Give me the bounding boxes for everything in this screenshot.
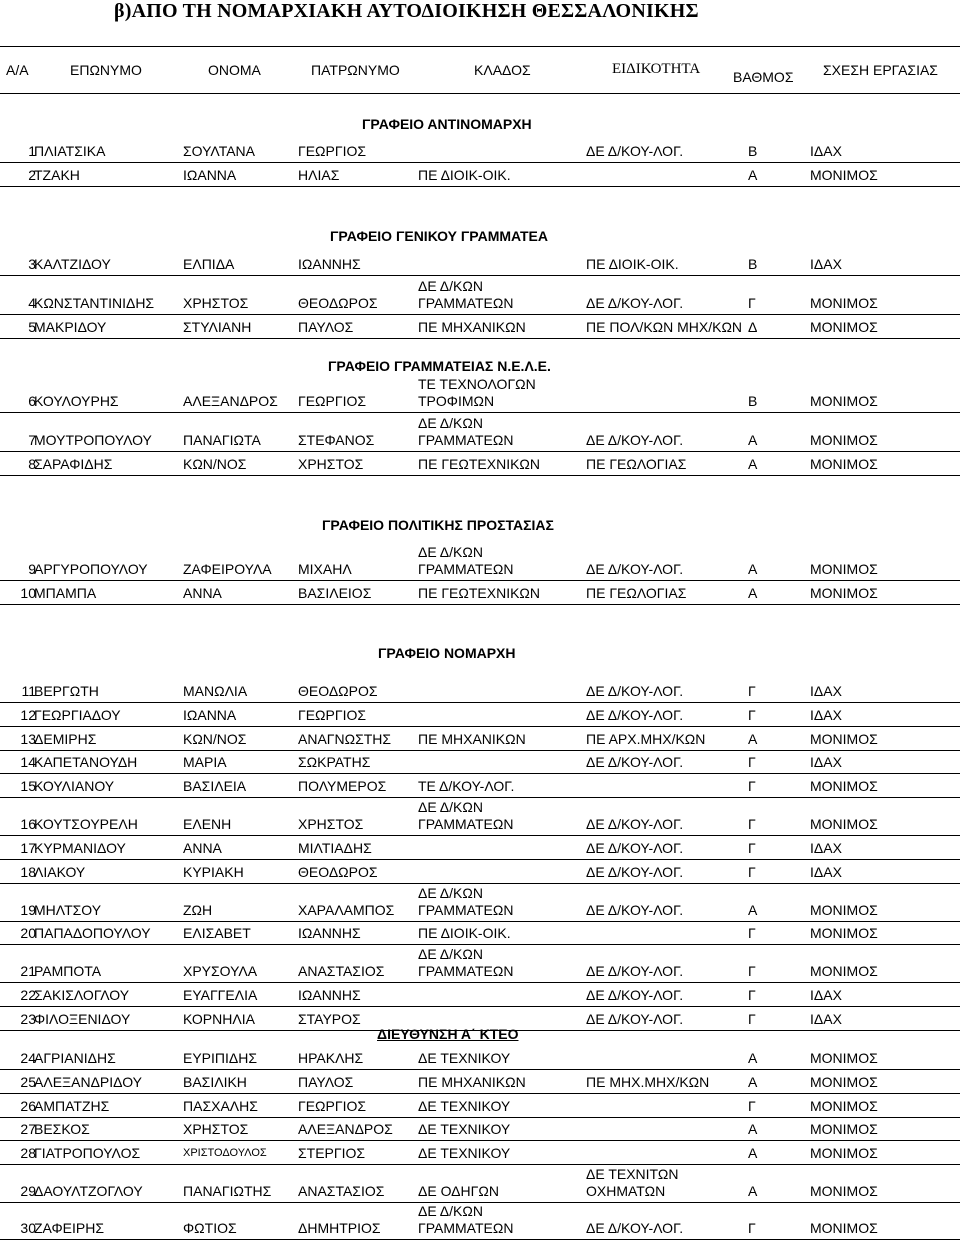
- sxesi-cell: ΜΟΝΙΜΟΣ: [810, 778, 878, 794]
- klados-cell-line2: ΤΡΟΦΙΜΩΝ: [418, 393, 495, 409]
- row-number: 21: [20, 963, 36, 979]
- eidikotita-cell: ΔΕ Δ/ΚΟΥ-ΛΟΓ.: [586, 963, 684, 979]
- surname-cell: ΑΓΡΙΑΝΙΔΗΣ: [34, 1050, 116, 1066]
- klados-cell-line1: ΔΕ Δ/ΚΩΝ: [418, 885, 483, 901]
- klados-cell-line1: ΔΕ Δ/ΚΩΝ: [418, 799, 483, 815]
- row-divider: [0, 186, 960, 187]
- vathmos-cell: Β: [748, 143, 758, 159]
- eidikotita-cell-line2: ΟΧΗΜΑΤΩΝ: [586, 1183, 666, 1199]
- father-name-cell: ΗΡΑΚΛΗΣ: [298, 1050, 364, 1066]
- father-name-cell: ΓΕΩΡΓΙΟΣ: [298, 707, 366, 723]
- surname-cell: ΜΠΑΜΠΑ: [34, 585, 97, 601]
- klados-cell: ΠΕ ΔΙΟΙΚ-ΟΙΚ.: [418, 167, 511, 183]
- klados-cell-line1: ΔΕ Δ/ΚΩΝ: [418, 1203, 483, 1219]
- father-name-cell: ΙΩΑΝΝΗΣ: [298, 256, 361, 272]
- first-name-cell: ΧΡΗΣΤΟΣ: [183, 1121, 249, 1137]
- father-name-cell: ΜΙΛΤΙΑΔΗΣ: [298, 840, 372, 856]
- table-row: [0, 727, 960, 751]
- sxesi-cell: ΜΟΝΙΜΟΣ: [810, 1050, 878, 1066]
- vathmos-cell: Α: [748, 1183, 758, 1199]
- row-number: 22: [20, 987, 36, 1003]
- sxesi-cell: ΙΔΑΧ: [810, 840, 842, 856]
- eidikotita-cell: ΔΕ Δ/ΚΟΥ-ΛΟΓ.: [586, 432, 684, 448]
- surname-cell: ΛΙΑΚΟΥ: [34, 864, 86, 880]
- sxesi-cell: ΙΔΑΧ: [810, 754, 842, 770]
- sxesi-cell: ΙΔΑΧ: [810, 683, 842, 699]
- table-row: [0, 1203, 960, 1240]
- surname-cell: ΖΑΦΕΙΡΗΣ: [34, 1220, 104, 1236]
- first-name-cell: ΚΟΡΝΗΛΙΑ: [183, 1011, 255, 1027]
- row-number: 11: [21, 683, 36, 699]
- first-name-cell: ΣΤΥΛΙΑΝΗ: [183, 319, 252, 335]
- klados-cell: ΠΕ ΜΗΧΑΝΙΚΩΝ: [418, 731, 526, 747]
- surname-cell: ΣΑΡΑΦΙΔΗΣ: [34, 456, 113, 472]
- father-name-cell: ΜΙΧΑΗΛ: [298, 561, 352, 577]
- father-name-cell: ΣΤΑΥΡΟΣ: [298, 1011, 361, 1027]
- header-sxesi: ΣΧΕΣΗ ΕΡΓΑΣΙΑΣ: [823, 62, 938, 78]
- row-number: 3: [28, 256, 36, 272]
- sxesi-cell: ΙΔΑΧ: [810, 143, 842, 159]
- first-name-cell: ΕΥΡΙΠΙΔΗΣ: [183, 1050, 258, 1066]
- row-number: 5: [28, 319, 36, 335]
- surname-cell: ΚΟΥΛΙΑΝΟΥ: [34, 778, 115, 794]
- row-number: 17: [20, 840, 36, 856]
- vathmos-cell: Δ: [748, 319, 758, 335]
- vathmos-cell: Α: [748, 585, 758, 601]
- sxesi-cell: ΙΔΑΧ: [810, 987, 842, 1003]
- first-name-cell: ΜΑΝΩΛΙΑ: [183, 683, 248, 699]
- first-name-cell: ΦΩΤΙΟΣ: [183, 1220, 237, 1236]
- table-row: [0, 751, 960, 774]
- table-row: [0, 452, 960, 476]
- sxesi-cell: ΙΔΑΧ: [810, 1011, 842, 1027]
- vathmos-cell: Γ: [748, 925, 756, 941]
- eidikotita-cell: ΠΕ ΜΗΧ.ΜΗΧ/ΚΩΝ: [586, 1074, 710, 1090]
- table-row: [0, 581, 960, 605]
- father-name-cell: ΘΕΟΔΩΡΟΣ: [298, 864, 378, 880]
- first-name-cell: ΑΝΝΑ: [183, 585, 222, 601]
- vathmos-cell: Γ: [748, 707, 756, 723]
- first-name-cell: ΠΑΝΑΓΙΩΤΑ: [183, 432, 261, 448]
- vathmos-cell: Γ: [748, 963, 756, 979]
- table-row: [0, 1007, 960, 1031]
- surname-cell: ΜΗΛΤΣΟΥ: [34, 902, 102, 918]
- father-name-cell: ΧΡΗΣΤΟΣ: [298, 456, 364, 472]
- row-number: 25: [20, 1074, 36, 1090]
- sxesi-cell: ΙΔΑΧ: [810, 707, 842, 723]
- sxesi-cell: ΜΟΝΙΜΟΣ: [810, 561, 878, 577]
- table-row: [0, 1165, 960, 1203]
- father-name-cell: ΑΝΑΣΤΑΣΙΟΣ: [298, 963, 385, 979]
- klados-cell: ΠΕ ΓΕΩΤΕΧΝΙΚΩΝ: [418, 585, 540, 601]
- row-number: 18: [20, 864, 36, 880]
- klados-cell-line1: ΔΕ Δ/ΚΩΝ: [418, 946, 483, 962]
- klados-cell-line2: ΓΡΑΜΜΑΤΕΩΝ: [418, 561, 514, 577]
- klados-cell-line1: ΔΕ Δ/ΚΩΝ: [418, 415, 483, 431]
- table-row: [0, 1118, 960, 1141]
- table-row: [0, 703, 960, 727]
- row-number: 24: [20, 1050, 36, 1066]
- eidikotita-cell: ΔΕ Δ/ΚΟΥ-ΛΟΓ.: [586, 1220, 684, 1236]
- klados-cell: ΔΕ ΤΕΧΝΙΚΟΥ: [418, 1121, 511, 1137]
- row-divider: [0, 338, 960, 339]
- row-number: 27: [20, 1121, 36, 1137]
- sxesi-cell: ΜΟΝΙΜΟΣ: [810, 319, 878, 335]
- row-number: 9: [28, 561, 36, 577]
- surname-cell: ΠΛΙΑΤΣΙΚΑ: [34, 143, 106, 159]
- eidikotita-cell: ΔΕ Δ/ΚΟΥ-ΛΟΓ.: [586, 840, 684, 856]
- surname-cell: ΤΖΑΚΗ: [34, 167, 80, 183]
- sxesi-cell: ΜΟΝΙΜΟΣ: [810, 1145, 878, 1161]
- row-number: 16: [20, 816, 36, 832]
- header-surname: ΕΠΩΝΥΜΟ: [70, 62, 142, 78]
- eidikotita-cell-line1: ΔΕ ΤΕΧΝΙΤΩΝ: [586, 1166, 679, 1182]
- vathmos-cell: Α: [748, 561, 758, 577]
- eidikotita-cell: ΠΕ ΓΕΩΛΟΓΙΑΣ: [586, 585, 687, 601]
- first-name-cell: ΚΥΡΙΑΚΗ: [183, 864, 244, 880]
- father-name-cell: ΓΕΩΡΓΙΟΣ: [298, 143, 366, 159]
- table-row: [0, 1046, 960, 1070]
- table-row: [0, 836, 960, 860]
- vathmos-cell: Α: [748, 1121, 758, 1137]
- eidikotita-cell: ΔΕ Δ/ΚΟΥ-ΛΟΓ.: [586, 754, 684, 770]
- vathmos-cell: Γ: [748, 1011, 756, 1027]
- row-number: 8: [28, 456, 36, 472]
- sxesi-cell: ΜΟΝΙΜΟΣ: [810, 393, 878, 409]
- surname-cell: ΚΩΝΣΤΑΝΤΙΝΙΔΗΣ: [34, 295, 155, 311]
- eidikotita-cell: ΔΕ Δ/ΚΟΥ-ΛΟΓ.: [586, 864, 684, 880]
- sxesi-cell: ΜΟΝΙΜΟΣ: [810, 816, 878, 832]
- father-name-cell: ΙΩΑΝΝΗΣ: [298, 925, 361, 941]
- header-aa: Α/Α: [6, 62, 29, 78]
- surname-cell: ΔΕΜΙΡΗΣ: [34, 731, 97, 747]
- section-title: ΓΡΑΦΕΙΟ ΑΝΤΙΝΟΜΑΡΧΗ: [362, 116, 532, 132]
- table-row: [0, 373, 960, 413]
- first-name-cell: ΒΑΣΙΛΙΚΗ: [183, 1074, 247, 1090]
- sxesi-cell: ΜΟΝΙΜΟΣ: [810, 731, 878, 747]
- table-row: [0, 922, 960, 945]
- father-name-cell: ΒΑΣΙΛΕΙΟΣ: [298, 585, 372, 601]
- sxesi-cell: ΜΟΝΙΜΟΣ: [810, 432, 878, 448]
- eidikotita-cell: ΠΕ ΓΕΩΛΟΓΙΑΣ: [586, 456, 687, 472]
- sxesi-cell: ΜΟΝΙΜΟΣ: [810, 1074, 878, 1090]
- klados-cell-line2: ΓΡΑΜΜΑΤΕΩΝ: [418, 432, 514, 448]
- header-vathmos: ΒΑΘΜΟΣ: [733, 69, 794, 85]
- eidikotita-cell: ΔΕ Δ/ΚΟΥ-ΛΟΓ.: [586, 561, 684, 577]
- klados-cell-line1: ΤΕ ΤΕΧΝΟΛΟΓΩΝ: [418, 376, 536, 392]
- first-name-cell: ΕΛΙΣΑΒΕΤ: [183, 925, 251, 941]
- surname-cell: ΒΕΡΓΩΤΗ: [34, 683, 99, 699]
- klados-cell-line2: ΓΡΑΜΜΑΤΕΩΝ: [418, 1220, 514, 1236]
- row-number: 19: [20, 902, 36, 918]
- header-name: ΟΝΟΜΑ: [208, 62, 261, 78]
- first-name-cell: ΧΡΥΣΟΥΛΑ: [183, 963, 258, 979]
- father-name-cell: ΔΗΜΗΤΡΙΟΣ: [298, 1220, 381, 1236]
- vathmos-cell: Α: [748, 1074, 758, 1090]
- klados-cell: ΠΕ ΓΕΩΤΕΧΝΙΚΩΝ: [418, 456, 540, 472]
- surname-cell: ΣΑΚΙΣΛΟΓΛΟΥ: [34, 987, 130, 1003]
- vathmos-cell: Γ: [748, 864, 756, 880]
- father-name-cell: ΣΤΕΦΑΝΟΣ: [298, 432, 375, 448]
- klados-cell-line2: ΓΡΑΜΜΑΤΕΩΝ: [418, 295, 514, 311]
- sxesi-cell: ΜΟΝΙΜΟΣ: [810, 925, 878, 941]
- surname-cell: ΓΙΑΤΡΟΠΟΥΛΟΣ: [34, 1145, 141, 1161]
- sxesi-cell: ΜΟΝΙΜΟΣ: [810, 295, 878, 311]
- father-name-cell: ΑΝΑΣΤΑΣΙΟΣ: [298, 1183, 385, 1199]
- row-number: 1: [28, 143, 36, 159]
- surname-cell: ΔΑΟΥΛΤΖΟΓΛΟΥ: [34, 1183, 143, 1199]
- row-number: 4: [28, 295, 36, 311]
- first-name-cell: ΑΛΕΞΑΝΔΡΟΣ: [183, 393, 278, 409]
- sxesi-cell: ΜΟΝΙΜΟΣ: [810, 1220, 878, 1236]
- first-name-cell: ΠΑΝΑΓΙΩΤΗΣ: [183, 1183, 272, 1199]
- row-number: 29: [20, 1183, 36, 1199]
- header-klados: ΚΛΑΔΟΣ: [474, 62, 531, 78]
- row-number: 6: [28, 393, 36, 409]
- first-name-cell: ΚΩΝ/ΝΟΣ: [183, 456, 247, 472]
- father-name-cell: ΧΑΡΑΛΑΜΠΟΣ: [298, 902, 395, 918]
- vathmos-cell: Γ: [748, 1220, 756, 1236]
- eidikotita-cell: ΔΕ Δ/ΚΟΥ-ΛΟΓ.: [586, 683, 684, 699]
- table-row: [0, 1094, 960, 1118]
- surname-cell: ΚΑΛΤΖΙΔΟΥ: [34, 256, 111, 272]
- vathmos-cell: Β: [748, 256, 758, 272]
- section-title: ΓΡΑΦΕΙΟ ΝΟΜΑΡΧΗ: [378, 645, 516, 661]
- table-row: [0, 1141, 960, 1165]
- row-number: 13: [20, 731, 36, 747]
- eidikotita-cell: ΠΕ ΑΡΧ.ΜΗΧ/ΚΩΝ: [586, 731, 706, 747]
- sxesi-cell: ΜΟΝΙΜΟΣ: [810, 456, 878, 472]
- father-name-cell: ΙΩΑΝΝΗΣ: [298, 987, 361, 1003]
- row-number: 14: [20, 754, 36, 770]
- table-row: [0, 413, 960, 452]
- table-row: [0, 541, 960, 581]
- row-number: 23: [20, 1011, 36, 1027]
- row-number: 7: [28, 432, 36, 448]
- sxesi-cell: ΜΟΝΙΜΟΣ: [810, 1121, 878, 1137]
- father-name-cell: ΣΤΕΡΓΙΟΣ: [298, 1145, 366, 1161]
- row-number: 12: [20, 707, 36, 723]
- vathmos-cell: Γ: [748, 754, 756, 770]
- sxesi-cell: ΜΟΝΙΜΟΣ: [810, 585, 878, 601]
- surname-cell: ΦΙΛΟΞΕΝΙΔΟΥ: [34, 1011, 131, 1027]
- table-row: [0, 860, 960, 884]
- vathmos-cell: Γ: [748, 1098, 756, 1114]
- table-row: [0, 139, 960, 163]
- eidikotita-cell: ΔΕ Δ/ΚΟΥ-ΛΟΓ.: [586, 816, 684, 832]
- section-title: ΓΡΑΦΕΙΟ ΓΕΝΙΚΟΥ ΓΡΑΜΜΑΤΕΑ: [330, 228, 548, 244]
- surname-cell: ΚΟΥΤΣΟΥΡΕΛΗ: [34, 816, 138, 832]
- vathmos-cell: Γ: [748, 295, 756, 311]
- first-name-cell: ΕΥΑΓΓΕΛΙΑ: [183, 987, 258, 1003]
- father-name-cell: ΓΕΩΡΓΙΟΣ: [298, 1098, 366, 1114]
- sxesi-cell: ΜΟΝΙΜΟΣ: [810, 963, 878, 979]
- surname-cell: ΚΑΠΕΤΑΝΟΥΔΗ: [34, 754, 138, 770]
- table-row: [0, 252, 960, 276]
- father-name-cell: ΓΕΩΡΓΙΟΣ: [298, 393, 366, 409]
- vathmos-cell: Α: [748, 1145, 758, 1161]
- surname-cell: ΚΥΡΜΑΝΙΔΟΥ: [34, 840, 126, 856]
- section-title: ΔΙΕΥΘΥΝΣΗ Α΄ ΚΤΕΟ: [377, 1026, 519, 1042]
- father-name-cell: ΑΝΑΓΝΩΣΤΗΣ: [298, 731, 392, 747]
- first-name-cell: ΕΛΠΙΔΑ: [183, 256, 235, 272]
- sxesi-cell: ΙΔΑΧ: [810, 256, 842, 272]
- first-name-cell: ΒΑΣΙΛΕΙΑ: [183, 778, 247, 794]
- klados-cell: ΠΕ ΜΗΧΑΝΙΚΩΝ: [418, 1074, 526, 1090]
- surname-cell: ΠΑΠΑΔΟΠΟΥΛΟΥ: [34, 925, 151, 941]
- table-row: [0, 679, 960, 703]
- row-divider: [0, 475, 960, 476]
- surname-cell: ΜΑΚΡΙΔΟΥ: [34, 319, 107, 335]
- first-name-cell: ΠΑΣΧΑΛΗΣ: [183, 1098, 258, 1114]
- eidikotita-cell: ΔΕ Δ/ΚΟΥ-ΛΟΓ.: [586, 987, 684, 1003]
- klados-cell: ΠΕ ΜΗΧΑΝΙΚΩΝ: [418, 319, 526, 335]
- eidikotita-cell: ΠΕ ΠΟΛ/ΚΩΝ ΜΗΧ/ΚΩΝ: [586, 319, 743, 335]
- first-name-cell: ΖΩΗ: [183, 902, 213, 918]
- surname-cell: ΡΑΜΠΟΤΑ: [34, 963, 102, 979]
- first-name-cell: ΚΩΝ/ΝΟΣ: [183, 731, 247, 747]
- surname-cell: ΑΡΓΥΡΟΠΟΥΛΟΥ: [34, 561, 148, 577]
- father-name-cell: ΑΛΕΞΑΝΔΡΟΣ: [298, 1121, 393, 1137]
- header-eidikotita: ΕΙΔΙΚΟΤΗΤΑ: [612, 61, 701, 77]
- klados-cell-line2: ΓΡΑΜΜΑΤΕΩΝ: [418, 963, 514, 979]
- father-name-cell: ΘΕΟΔΩΡΟΣ: [298, 295, 378, 311]
- table-row: [0, 983, 960, 1007]
- father-name-cell: ΧΡΗΣΤΟΣ: [298, 816, 364, 832]
- eidikotita-cell: ΔΕ Δ/ΚΟΥ-ΛΟΓ.: [586, 1011, 684, 1027]
- page-title: β)ΑΠΟ ΤΗ ΝΟΜΑΡΧΙΑΚΗ ΑΥΤΟΔΙΟΙΚΗΣΗ ΘΕΣΣΑΛΟΝΙΚΗΣ: [114, 0, 699, 22]
- vathmos-cell: Γ: [748, 683, 756, 699]
- table-row: [0, 798, 960, 836]
- klados-cell: ΔΕ ΟΔΗΓΩΝ: [418, 1183, 499, 1199]
- klados-cell: ΔΕ ΤΕΧΝΙΚΟΥ: [418, 1145, 511, 1161]
- eidikotita-cell: ΔΕ Δ/ΚΟΥ-ΛΟΓ.: [586, 902, 684, 918]
- table-row: [0, 315, 960, 339]
- klados-cell: ΔΕ ΤΕΧΝΙΚΟΥ: [418, 1098, 511, 1114]
- first-name-cell: ΕΛΕΝΗ: [183, 816, 232, 832]
- first-name-cell: ΧΡΙΣΤΟΔΟΥΛΟΣ: [183, 1147, 267, 1159]
- section-title: ΓΡΑΦΕΙΟ ΓΡΑΜΜΑΤΕΙΑΣ Ν.Ε.Λ.Ε.: [328, 358, 551, 374]
- father-name-cell: ΠΑΥΛΟΣ: [298, 319, 354, 335]
- klados-cell: ΠΕ ΔΙΟΙΚ-ΟΙΚ.: [418, 925, 511, 941]
- row-number: 26: [20, 1098, 36, 1114]
- row-number: 28: [20, 1145, 36, 1161]
- row-divider: [0, 1030, 960, 1031]
- table-row: [0, 945, 960, 983]
- first-name-cell: ΙΩΑΝΝΑ: [183, 707, 237, 723]
- sxesi-cell: ΜΟΝΙΜΟΣ: [810, 902, 878, 918]
- first-name-cell: ΑΝΝΑ: [183, 840, 222, 856]
- table-row: [0, 774, 960, 798]
- vathmos-cell: Γ: [748, 987, 756, 1003]
- sxesi-cell: ΜΟΝΙΜΟΣ: [810, 167, 878, 183]
- row-number: 20: [20, 925, 36, 941]
- first-name-cell: ΣΟΥΛΤΑΝΑ: [183, 143, 256, 159]
- vathmos-cell: Α: [748, 1050, 758, 1066]
- vathmos-cell: Α: [748, 432, 758, 448]
- klados-cell-line1: ΔΕ Δ/ΚΩΝ: [418, 278, 483, 294]
- row-divider: [0, 604, 960, 605]
- surname-cell: ΑΛΕΞΑΝΔΡΙΔΟΥ: [34, 1074, 142, 1090]
- klados-cell-line2: ΓΡΑΜΜΑΤΕΩΝ: [418, 902, 514, 918]
- surname-cell: ΑΜΠΑΤΖΗΣ: [34, 1098, 110, 1114]
- vathmos-cell: Γ: [748, 840, 756, 856]
- table-row: [0, 1070, 960, 1094]
- eidikotita-cell: ΔΕ Δ/ΚΟΥ-ΛΟΓ.: [586, 707, 684, 723]
- first-name-cell: ΜΑΡΙΑ: [183, 754, 227, 770]
- klados-cell-line1: ΔΕ Δ/ΚΩΝ: [418, 544, 483, 560]
- surname-cell: ΒΕΣΚΟΣ: [34, 1121, 90, 1137]
- eidikotita-cell: ΠΕ ΔΙΟΙΚ-ΟΙΚ.: [586, 256, 679, 272]
- table-row: [0, 884, 960, 922]
- father-name-cell: ΘΕΟΔΩΡΟΣ: [298, 683, 378, 699]
- row-number: 15: [20, 778, 36, 794]
- vathmos-cell: Α: [748, 167, 758, 183]
- sxesi-cell: ΜΟΝΙΜΟΣ: [810, 1183, 878, 1199]
- sxesi-cell: ΙΔΑΧ: [810, 864, 842, 880]
- surname-cell: ΜΟΥΤΡΟΠΟΥΛΟΥ: [34, 432, 152, 448]
- row-number: 10: [20, 585, 36, 601]
- vathmos-cell: Γ: [748, 816, 756, 832]
- klados-cell: ΔΕ ΤΕΧΝΙΚΟΥ: [418, 1050, 511, 1066]
- row-number: 2: [28, 167, 36, 183]
- vathmos-cell: Β: [748, 393, 758, 409]
- table-row: [0, 275, 960, 315]
- father-name-cell: ΣΩΚΡΑΤΗΣ: [298, 754, 371, 770]
- surname-cell: ΚΟΥΛΟΥΡΗΣ: [34, 393, 119, 409]
- first-name-cell: ΧΡΗΣΤΟΣ: [183, 295, 249, 311]
- section-title: ΓΡΑΦΕΙΟ ΠΟΛΙΤΙΚΗΣ ΠΡΟΣΤΑΣΙΑΣ: [322, 517, 554, 533]
- father-name-cell: ΠΟΛΥΜΕΡΟΣ: [298, 778, 387, 794]
- vathmos-cell: Α: [748, 902, 758, 918]
- table-row: [0, 163, 960, 187]
- eidikotita-cell: ΔΕ Δ/ΚΟΥ-ΛΟΓ.: [586, 295, 684, 311]
- klados-cell: ΤΕ Δ/ΚΟΥ-ΛΟΓ.: [418, 778, 515, 794]
- eidikotita-cell: ΔΕ Δ/ΚΟΥ-ΛΟΓ.: [586, 143, 684, 159]
- header-father: ΠΑΤΡΩΝΥΜΟ: [311, 62, 400, 78]
- father-name-cell: ΠΑΥΛΟΣ: [298, 1074, 354, 1090]
- first-name-cell: ΙΩΑΝΝΑ: [183, 167, 237, 183]
- sxesi-cell: ΜΟΝΙΜΟΣ: [810, 1098, 878, 1114]
- surname-cell: ΓΕΩΡΓΙΑΔΟΥ: [34, 707, 121, 723]
- vathmos-cell: Α: [748, 456, 758, 472]
- first-name-cell: ΖΑΦΕΙΡΟΥΛΑ: [183, 561, 272, 577]
- vathmos-cell: Γ: [748, 778, 756, 794]
- father-name-cell: ΗΛΙΑΣ: [298, 167, 340, 183]
- row-number: 30: [20, 1220, 36, 1236]
- vathmos-cell: Α: [748, 731, 758, 747]
- klados-cell-line2: ΓΡΑΜΜΑΤΕΩΝ: [418, 816, 514, 832]
